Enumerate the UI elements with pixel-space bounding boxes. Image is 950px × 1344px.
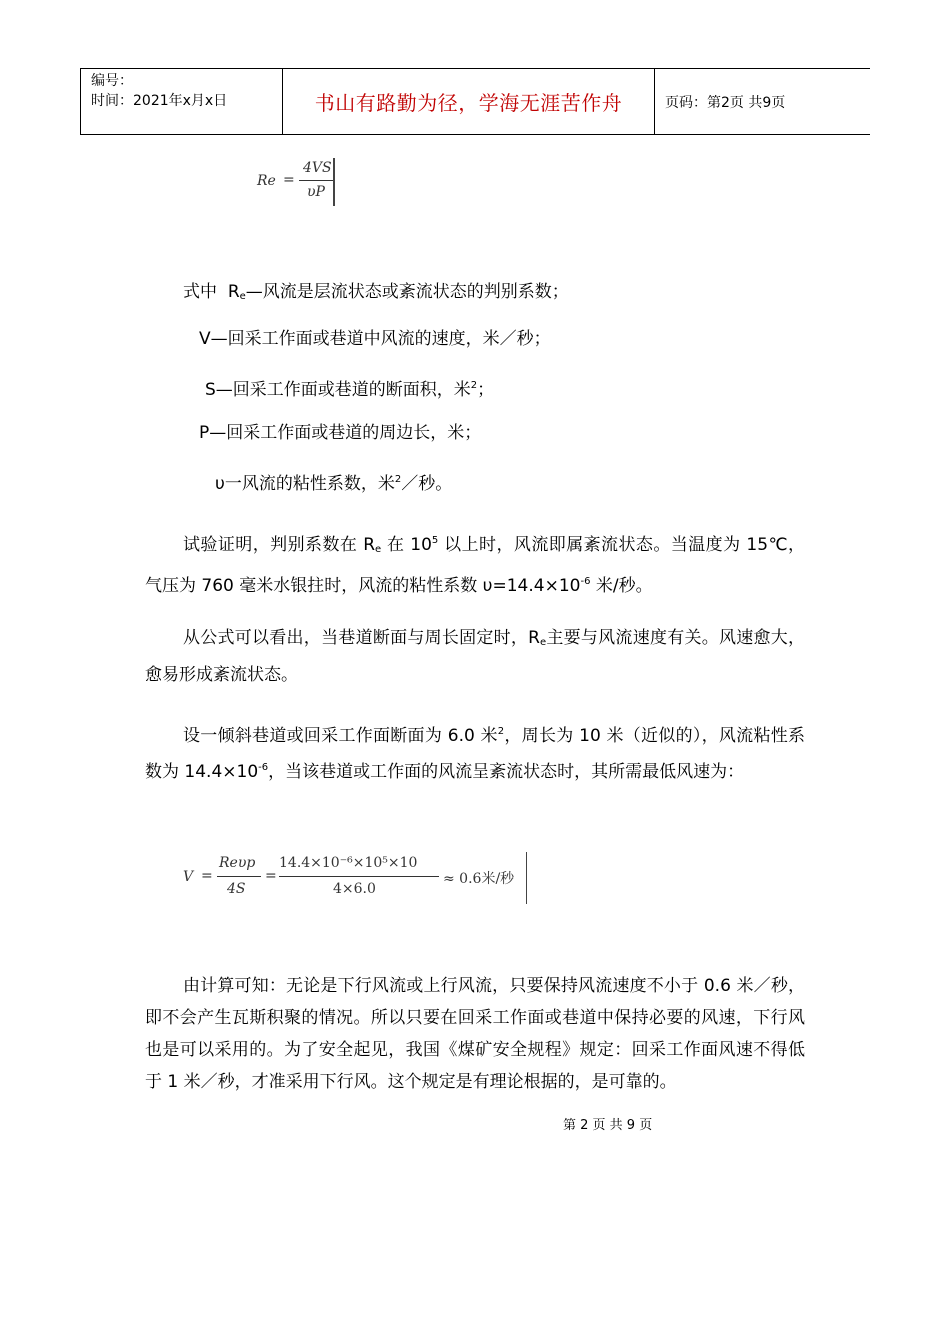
p1-text-4: 米/秒。 [590, 576, 653, 596]
text-cursor-2 [526, 852, 527, 904]
header-page-info: 页码：第2页 共9页 [665, 94, 786, 111]
header-motto: 书山有路勤为径，学海无涯苦作舟 [283, 69, 655, 134]
time-label: 时间：2021年x月x日 [91, 93, 228, 109]
formula1-denominator: υP [307, 184, 325, 200]
p1-subscript: e [375, 544, 382, 555]
re-definition: —风流是层流状态或紊流状态的判别系数； [245, 282, 569, 302]
formula2-result: ≈ 0.6米/秒 [443, 871, 515, 887]
formula2-fraction-bar-1 [217, 876, 261, 877]
definition-u [215, 470, 452, 494]
formula1-fraction-bar [299, 180, 333, 181]
text-cursor [333, 158, 335, 206]
formula2-lhs: V [183, 869, 194, 885]
p3-text-3: ，当该巷道或工作面的风流呈紊流状态时，其所需最低风速为： [268, 762, 745, 782]
formula2-numerator-2: 14.4×10⁻⁶×10⁵×10 [279, 855, 418, 871]
formula1-numerator: 4VS [303, 160, 332, 176]
p1-superscript-1: 5 [431, 535, 439, 546]
paragraph-example [145, 716, 805, 788]
paragraph-experiment [145, 525, 805, 602]
definition-intro: 式中 [183, 282, 217, 302]
p1-text-1: 试验证明，判别系数在 R [183, 535, 376, 555]
velocity-formula [183, 852, 533, 904]
definition-s [205, 376, 494, 400]
p3-superscript-1: 2 [497, 726, 505, 737]
definition-re [183, 282, 569, 307]
number-label: 编号： [91, 73, 133, 89]
re-symbol: R [227, 282, 240, 302]
paragraph-formula-observation [145, 622, 805, 691]
header-meta [81, 69, 283, 134]
u-superscript: 2 [394, 474, 402, 485]
formula2-equals-1: = [201, 868, 213, 884]
p3-superscript-2: -6 [258, 762, 269, 773]
p1-superscript-2: -6 [580, 576, 591, 587]
p2-text-2: 主要与风流速度有关。风速愈大，愈易形成紊流状态。 [145, 628, 806, 685]
page-header [80, 68, 870, 135]
p2-text-1: 从公式可以看出，当巷道断面与周长固定时，R [183, 628, 540, 648]
formula2-equals-2: = [265, 868, 277, 884]
s-superscript: 2 [470, 380, 478, 391]
paragraph-conclusion: 由计算可知：无论是下行风流或上行风流，只要保持风流速度不小于 0.6 米／秒，即不会产生瓦斯积聚的情况。所以只要在回采工作面或巷道中保持必要的风速，下行风也是可以采用的。为了安全起见，我国《煤矿安全规程》规定：回采工作面风速不得低于 1 米／秒，才准采用下行风。这个规定是有理论根据的，是可靠的。 [145, 976, 805, 1092]
p3-text-2: ，周长为 10 米（近似的），风流粘性系数为 14.4×10 [145, 726, 805, 782]
u-end: ／秒。 [401, 474, 453, 494]
definition-v: V—回采工作面或巷道中风流的速度，米／秒； [199, 329, 551, 349]
formula2-fraction-bar-2 [279, 876, 439, 877]
formula1-equals: = [283, 172, 295, 188]
p1-text-2: 在 10 [381, 535, 432, 555]
u-definition: υ一风流的粘性系数，米 [215, 474, 395, 494]
formula2-denominator-2: 4×6.0 [333, 881, 376, 897]
formula2-denominator-1: 4S [227, 881, 246, 897]
formula2-numerator-1: Reυp [219, 855, 256, 871]
s-definition: S—回采工作面或巷道的断面积，米 [205, 380, 471, 400]
s-end: ； [477, 380, 495, 400]
p2-subscript: e [539, 637, 547, 648]
reynolds-formula [255, 156, 340, 208]
footer-page-number: 第 2 页 共 9 页 [563, 1118, 653, 1133]
p1-text-3: 以上时，风流即属紊流状态。当温度为 15℃，气压为 760 毫米水银拄时，风流的粘性系数 υ=14.4×10 [145, 535, 805, 596]
p3-text-1: 设一倾斜巷道或回采工作面断面为 6.0 米 [183, 726, 498, 746]
definition-p: P—回采工作面或巷道的周边长，米； [199, 423, 482, 443]
re-subscript: e [239, 291, 246, 302]
formula1-lhs: Re [257, 173, 276, 189]
